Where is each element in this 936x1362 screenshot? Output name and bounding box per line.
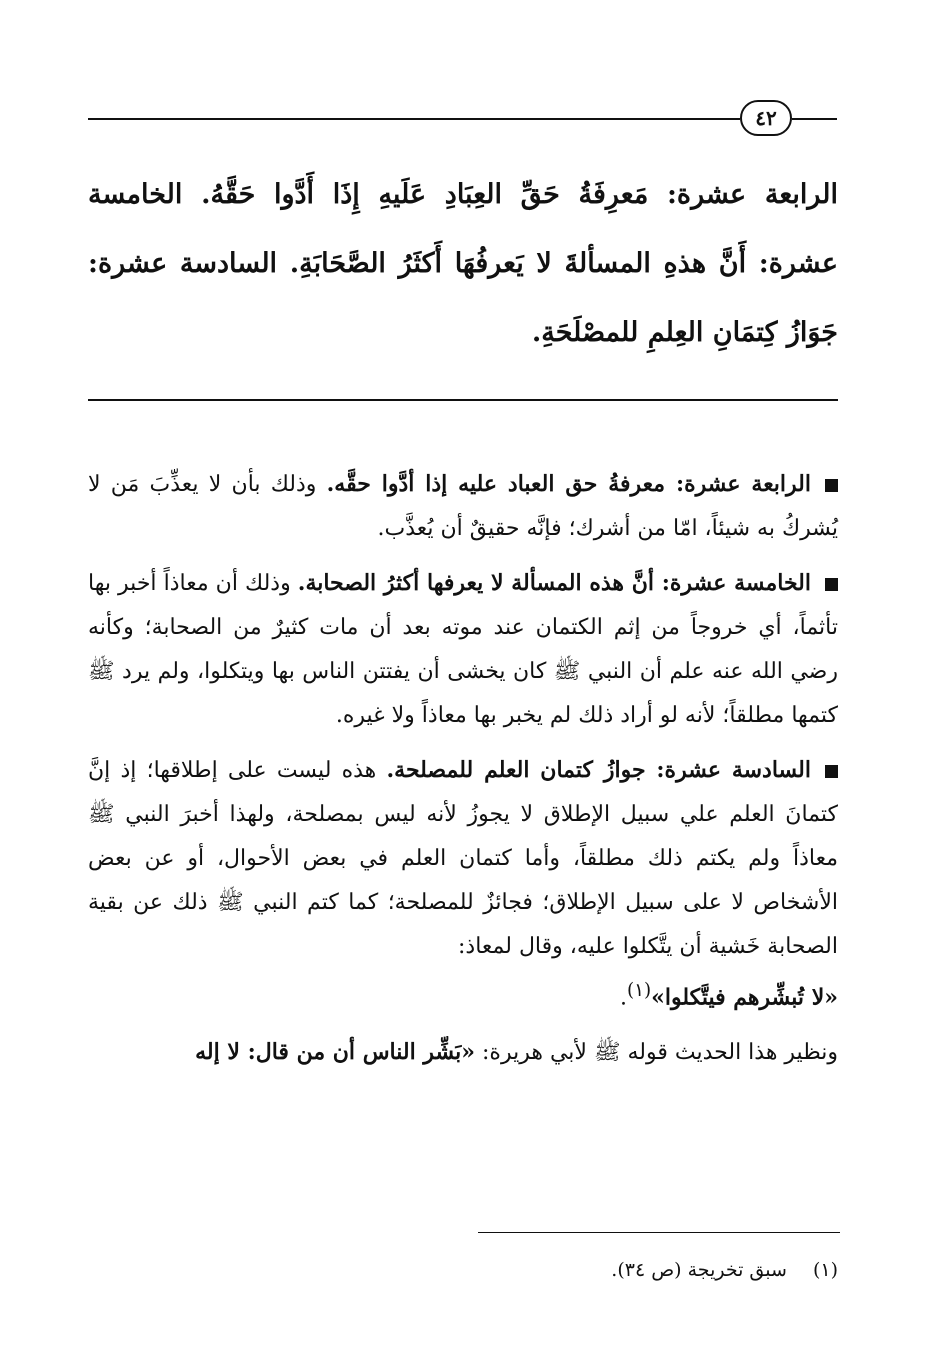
commentary-paragraph-3 xyxy=(88,748,838,1020)
header-rule-right xyxy=(792,118,837,120)
header-rule-left xyxy=(88,118,740,120)
paragraph-body: ونظير هذا الحديث قوله ﷺ لأبي هريرة: xyxy=(475,1040,838,1066)
bullet-square-icon xyxy=(825,765,838,778)
footnote-number: (١) xyxy=(812,1259,838,1281)
point-body: هذه ليست على إطلاقها؛ إذ إنَّ كتمانَ العلم علي سبيل الإطلاق لا يجوزُ لأنه ليس بمصلحة، ولهذا أخبرَ النبي ﷺ معاذاً ولم يكتم ذلك مطلقاً، وأما كتمان العلم في بعض الأحوال، أو عن بعض الأشخاص لا على سبيل الإطلاق؛ فجائزٌ للمصلحة؛ كما كتم النبي ﷺ ذلك عن بقية الصحابة خَشية أن يتَّكلوا عليه، وقال لمعاذ: xyxy=(88,758,838,959)
footnote-rule xyxy=(478,1232,840,1233)
point-heading: الرابعة عشرة: معرفةُ حق العباد عليه إذا أدَّوا حقَّه. xyxy=(326,471,811,497)
bullet-square-icon xyxy=(825,479,838,492)
commentary-paragraph-2 xyxy=(88,561,838,738)
page-number: ٤٢ xyxy=(740,100,792,136)
footnote-reference[interactable]: (١) xyxy=(626,980,652,1001)
footnote-text: سبق تخريجة (ص ٣٤). xyxy=(611,1259,787,1281)
point-heading: السادسة عشرة: جوازُ كتمان العلم للمصلحة. xyxy=(386,757,811,783)
main-text: الرابعة عشرة: مَعرِفَةُ حَقِّ العِبَادِ عَلَيهِ إِذَا أَدَّوا حَقَّهُ. الخامسة عشرة: أَنَّ هذهِ المسألةَ لا يَعرفُهَا أَكثَرُ الصَّحَابَةِ. السادسة عشرة: جَوَازُ كِتمَانِ العِلمِ للمصْلَحَةِ. xyxy=(88,179,838,348)
main-text-block xyxy=(88,160,838,367)
hadith-quote: «بَشِّر الناس أن من قال: لا إله xyxy=(195,1039,476,1066)
hadith-quote: «لا تُبشِّرهم فيتَّكلوا» xyxy=(651,984,838,1011)
commentary-paragraph-4 xyxy=(88,1030,838,1075)
bullet-square-icon xyxy=(825,578,838,591)
section-separator xyxy=(88,399,838,401)
point-body: وذلك بأن لا يعذِّبَ مَن لا يُشركُ به شيئاً، امّا من أشرك؛ فإنَّه حقيقٌ أن يُعذَّب. xyxy=(88,472,838,541)
point-body: وذلك أن معاذاً أخبر بها تأثماً، أي خروجاً من إثم الكتمان عند موته بعد أن مات كثيرٌ من الصحابة؛ وكأنه رضي الله عنه علم أن النبي ﷺ كان يخشى أن يفتتن الناس بها ويتكلوا، ولم يرد ﷺ كتمها مطلقاً؛ لأنه لو أراد ذلك لم يخبر بها معاذاً ولا غيره. xyxy=(88,571,838,728)
footnote xyxy=(88,1255,838,1285)
commentary-block xyxy=(88,462,838,1085)
commentary-paragraph-1 xyxy=(88,462,838,551)
point-heading: الخامسة عشرة: أنَّ هذه المسألة لا يعرفها أكثرُ الصحابة. xyxy=(297,570,811,596)
sentence-end: . xyxy=(619,985,627,1011)
